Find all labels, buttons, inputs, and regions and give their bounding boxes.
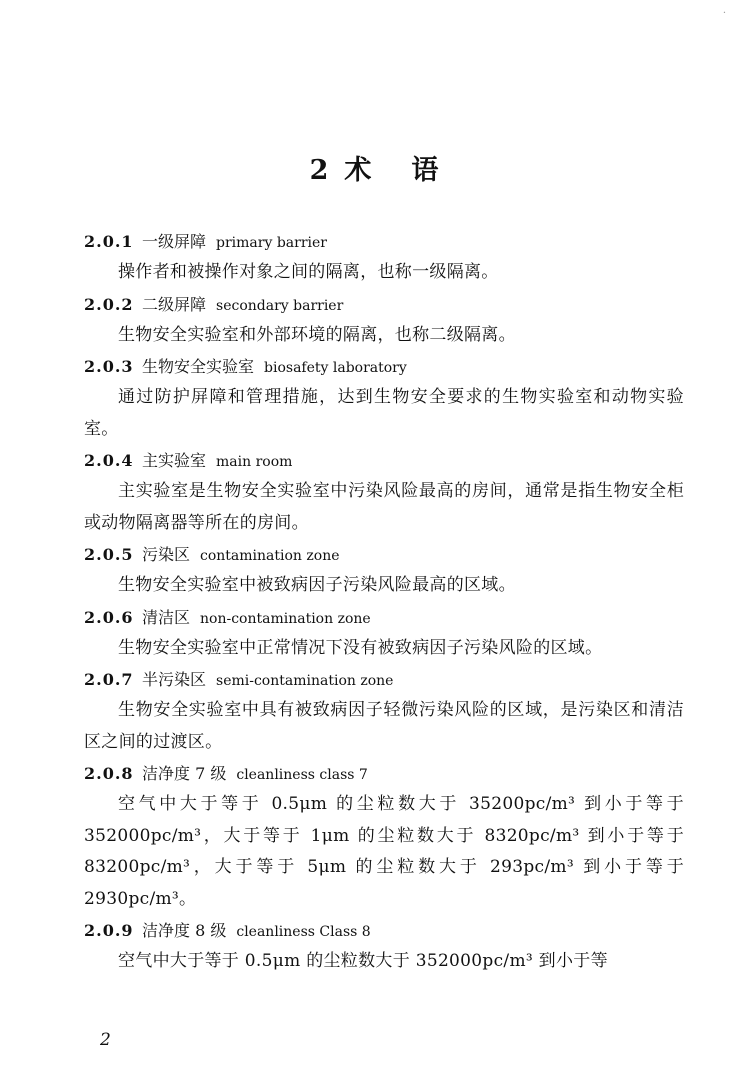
chapter-title-word-2: 语 — [411, 155, 441, 186]
term-number: 2.0.5 — [84, 545, 134, 564]
term-definition: 通过防护屏障和管理措施，达到生物安全要求的生物实验室和动物实验室。 — [84, 387, 684, 439]
term-chinese: 污染区 — [142, 545, 191, 564]
term-english: contamination zone — [200, 548, 340, 564]
term-number: 2.0.1 — [84, 232, 134, 251]
term-number: 2.0.7 — [84, 670, 134, 689]
term-number: 2.0.4 — [84, 451, 134, 470]
term-heading — [84, 351, 684, 382]
term-chinese: 一级屏障 — [142, 232, 207, 251]
term-english: semi-contamination zone — [216, 673, 394, 689]
chapter-title — [0, 148, 750, 187]
term-chinese: 清洁区 — [142, 607, 191, 627]
term-heading — [84, 226, 684, 257]
page-number: 2 — [100, 1030, 111, 1050]
term-definition: 生物安全实验室中具有被致病因子轻微污染风险的区域，是污染区和清洁区之间的过渡区。 — [84, 700, 684, 752]
term-heading — [84, 445, 684, 476]
chapter-title-word-1: 术 — [344, 155, 374, 186]
term-definition: 生物安全实验室中被致病因子污染风险最高的区域。 — [118, 575, 516, 595]
term-heading — [84, 758, 684, 789]
term-number: 2.0.2 — [84, 294, 134, 314]
term-definition: 操作者和被操作对象之间的隔离，也称一级隔离。 — [118, 262, 499, 282]
term-english: main room — [216, 454, 293, 470]
term-english: non-contamination zone — [200, 610, 371, 627]
term-definition: 生物安全实验室和外部环境的隔离，也称二级隔离。 — [118, 324, 516, 345]
term-heading — [84, 915, 684, 946]
terms-list — [84, 226, 684, 978]
term-number: 2.0.6 — [84, 607, 134, 627]
term-chinese: 主实验室 — [142, 451, 207, 470]
term-number: 2.0.8 — [84, 764, 134, 783]
term-heading — [84, 602, 684, 633]
term-chinese: 洁净度 8 级 — [142, 921, 227, 940]
term-chinese: 二级屏障 — [142, 294, 207, 314]
term-definition: 空气中大于等于 0.5μm 的尘粒数大于 352000pc/m³ 到小于等 — [118, 951, 608, 971]
term-english: biosafety laboratory — [264, 360, 407, 376]
term-heading — [84, 664, 684, 695]
term-chinese: 生物安全实验室 — [142, 357, 255, 376]
term-english: primary barrier — [216, 235, 327, 251]
term-definition: 空气中大于等于 0.5μm 的尘粒数大于 35200pc/m³ 到小于等于 352000pc/m³，大于等于 1μm 的尘粒数大于 8320pc/m³ 到小于等于 83200pc/m³，大于等于 5μm 的尘粒数大于 293pc/m³ 到小于等于 2930pc/m³。 — [84, 794, 684, 909]
chapter-number: 2 — [309, 155, 331, 186]
term-chinese: 半污染区 — [142, 670, 207, 689]
corner-mark: · — [722, 8, 726, 19]
term-heading — [84, 289, 684, 320]
term-definition: 生物安全实验室中正常情况下没有被致病因子污染风险的区域。 — [118, 637, 603, 658]
term-definition: 主实验室是生物安全实验室中污染风险最高的房间，通常是指生物安全柜或动物隔离器等所在的房间。 — [84, 481, 684, 533]
term-english: secondary barrier — [216, 297, 344, 314]
term-english: cleanliness Class 8 — [236, 924, 371, 940]
term-chinese: 洁净度 7 级 — [142, 764, 227, 783]
term-heading — [84, 539, 684, 570]
term-english: cleanliness class 7 — [236, 767, 368, 783]
term-number: 2.0.3 — [84, 357, 134, 376]
term-number: 2.0.9 — [84, 921, 134, 940]
